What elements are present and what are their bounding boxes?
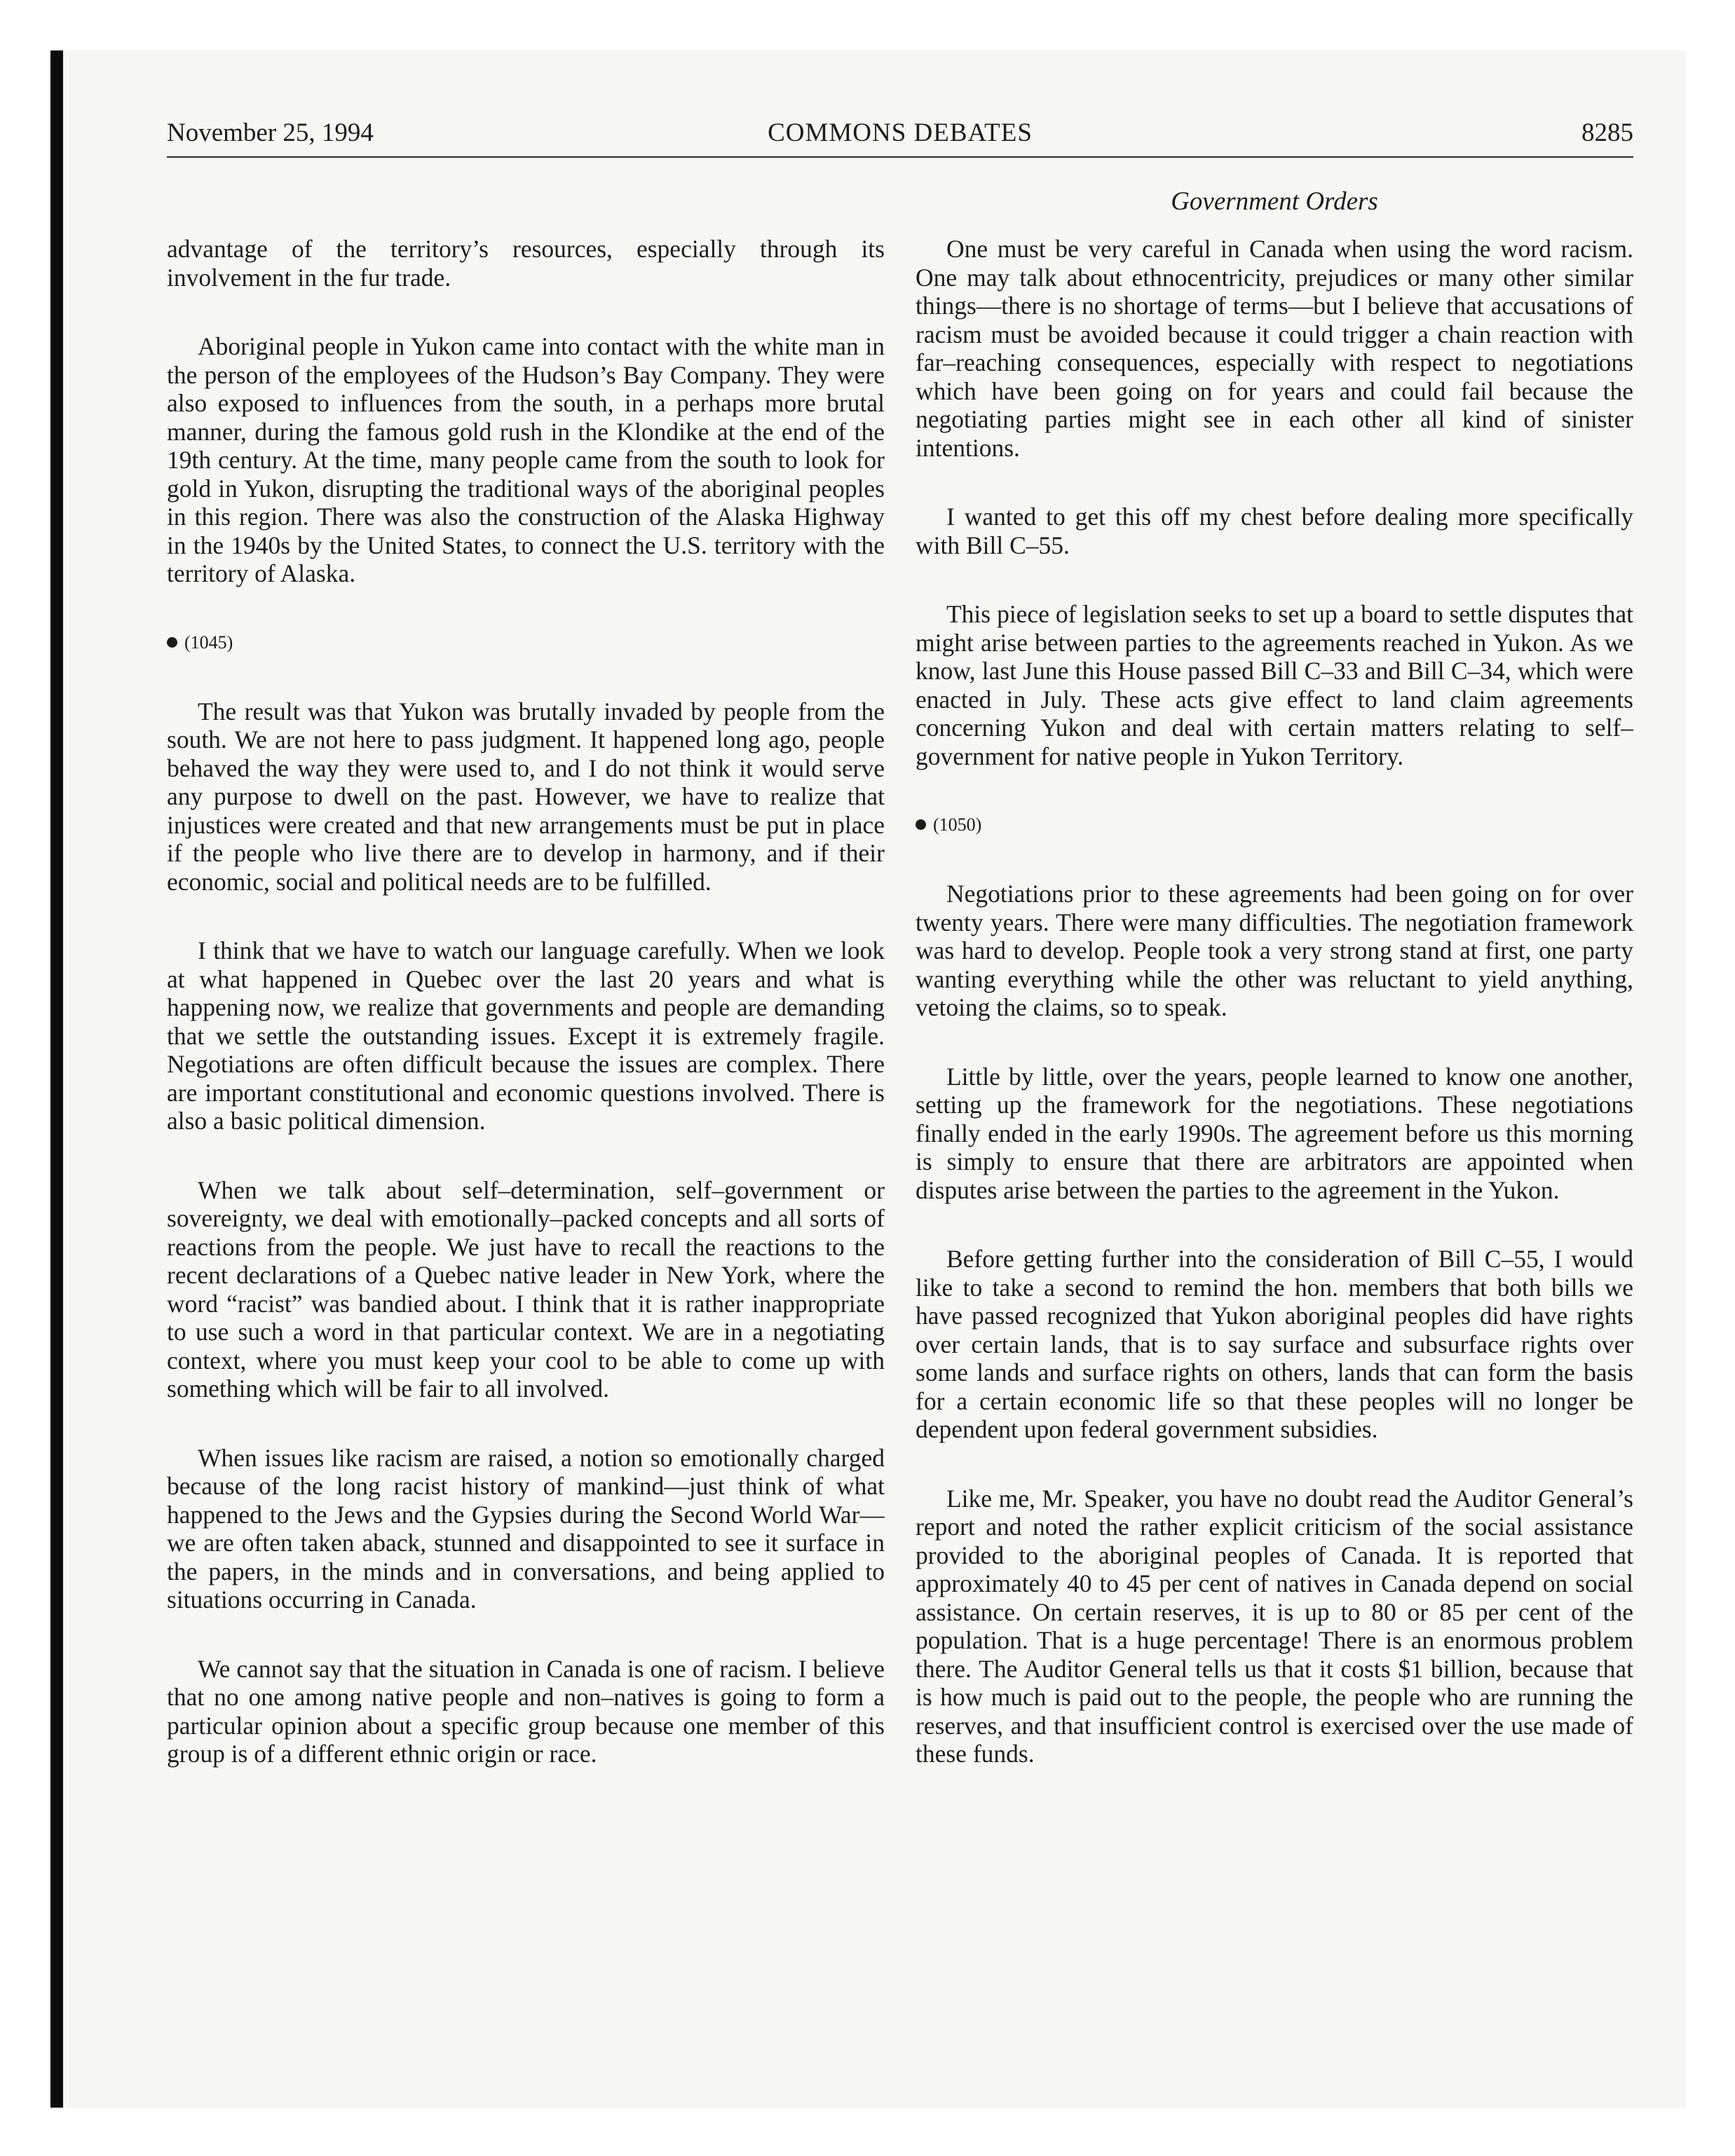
left-column	[167, 235, 885, 1931]
paragraph: One must be very careful in Canada when using the word racism. One may talk about ethnocentricity, prejudices or many other similar things—there is no shortage of terms—but I believe that accusations of racism must be avoided because it could trigger a chain reaction with far–reaching consequences, especially with respect to negotiations which have been going on for years and could fail because the negotiating parties might see in each other all kind of sinister intentions.	[916, 235, 1633, 462]
time-marker	[916, 811, 1633, 839]
paragraph: The result was that Yukon was brutally invaded by people from the south. We are not here to pass judgment. It happened long ago, people behaved the way they were used to, and I do not think it would serve any purpose to dwell on the past. However, we have to realize that injustices were created and that new arrangements must be put in place if the people who live there are to develop in harmony, and if their economic, social and political needs are to be fulfilled.	[167, 697, 885, 896]
paragraph: This piece of legislation seeks to set up a board to settle disputes that might arise between parties to the agreements reached in Yukon. As we know, last June this House passed Bill C–33 and Bill C–34, which were enacted in July. These acts give effect to land claim agreements concerning Yukon and deal with certain matters relating to self–government for native people in Yukon Territory.	[916, 600, 1633, 770]
bullet-icon	[916, 819, 926, 830]
paragraph: We cannot say that the situation in Canada is one of racism. I believe that no one among native people and non–natives is going to form a particular opinion about a specific group because one member of this group is of a different ethnic origin or race.	[167, 1654, 885, 1768]
section-heading: Government Orders	[1171, 187, 1378, 216]
paragraph: When issues like racism are raised, a notion so emotionally charged because of the long racist history of mankind—just think of what happened to the Jews and the Gypsies during the Second World War—we are often taken aback, stunned and disappointed to see it surface in the papers, in the minds and in conversations, and being applied to situations occurring in Canada.	[167, 1443, 885, 1613]
scan-edge	[50, 50, 63, 2108]
time-marker-text: (1045)	[184, 632, 233, 653]
paragraph: Negotiations prior to these agreements had been going on for over twenty years. There were many difficulties. The negotiation framework was hard to develop. People took a very strong stand at first, one party wanting everything while the other was reluctant to yield anything, vetoing the claims, so to speak.	[916, 880, 1633, 1021]
page-number: 8285	[1581, 118, 1633, 147]
paragraph: Like me, Mr. Speaker, you have no doubt read the Auditor General’s report and noted the rather explicit criticism of the social assistance provided to the aboriginal peoples of Canada. It is reported that approximately 40 to 45 per cent of natives in Canada depend on social assistance. On certain reserves, it is up to 80 or 85 per cent of the population. That is a huge percentage! There is an enormous problem there. The Auditor General tells us that it costs $1 billion, because that is how much is paid out to the people, the people who are running the reserves, and that insufficient control is exercised over the use made of these funds.	[916, 1484, 1633, 1768]
paragraph: Aboriginal people in Yukon came into contact with the white man in the person of the employees of the Hudson’s Bay Company. They were also exposed to influences from the south, in a perhaps more brutal manner, during the famous gold rush in the Klondike at the end of the 19th century. At the time, many people came from the south to look for gold in Yukon, disrupting the traditional ways of the aboriginal peoples in this region. There was also the construction of the Alaska Highway in the 1940s by the United States, to connect the U.S. territory with the territory of Alaska.	[167, 332, 885, 587]
paragraph: I think that we have to watch our language carefully. When we look at what happened in Quebec over the last 20 years and what is happening now, we realize that governments and people are demanding that we settle the outstanding issues. Except it is extremely fragile. Negotiations are often difficult because the issues are complex. There are important constitutional and economic questions involved. There is also a basic political dimension.	[167, 936, 885, 1135]
paragraph: When we talk about self–determination, self–government or sovereignty, we deal with emotionally–packed concepts and all sorts of reactions from the people. We just have to recall the reactions to the recent declarations of a Quebec native leader in New York, where the word “racist” was bandied about. I think that it is rather inappropriate to use such a word in that particular context. We are in a negotiating context, where you must keep your cool to be able to come up with something which will be fair to all involved.	[167, 1175, 885, 1403]
bullet-icon	[167, 637, 177, 648]
publication-title: COMMONS DEBATES	[768, 118, 1033, 147]
paragraph: advantage of the territory’s resources, especially through its involvement in the fur trade.	[167, 235, 885, 292]
time-marker	[167, 629, 885, 657]
time-marker-text: (1050)	[933, 814, 982, 835]
paragraph: I wanted to get this off my chest before dealing more specifically with Bill C–55.	[916, 503, 1633, 559]
page-header	[167, 112, 1633, 154]
header-date: November 25, 1994	[167, 118, 374, 147]
header-rule	[167, 156, 1633, 158]
paragraph: Little by little, over the years, people learned to know one another, setting up the framework for the negotiations. These negotiations finally ended in the early 1990s. The agreement before us this morning is simply to ensure that there are arbitrators are appointed when disputes arise between the parties to the agreement in the Yukon.	[916, 1062, 1633, 1204]
right-column	[916, 235, 1633, 1931]
paragraph: Before getting further into the consideration of Bill C–55, I would like to take a second to remind the hon. members that both bills we have passed recognized that Yukon aboriginal peoples did have rights over certain lands, that is to say surface and subsurface rights over some lands and surface rights on others, lands that can form the basis for a certain economic life so that these peoples will no longer be dependent upon federal government subsidies.	[916, 1245, 1633, 1443]
